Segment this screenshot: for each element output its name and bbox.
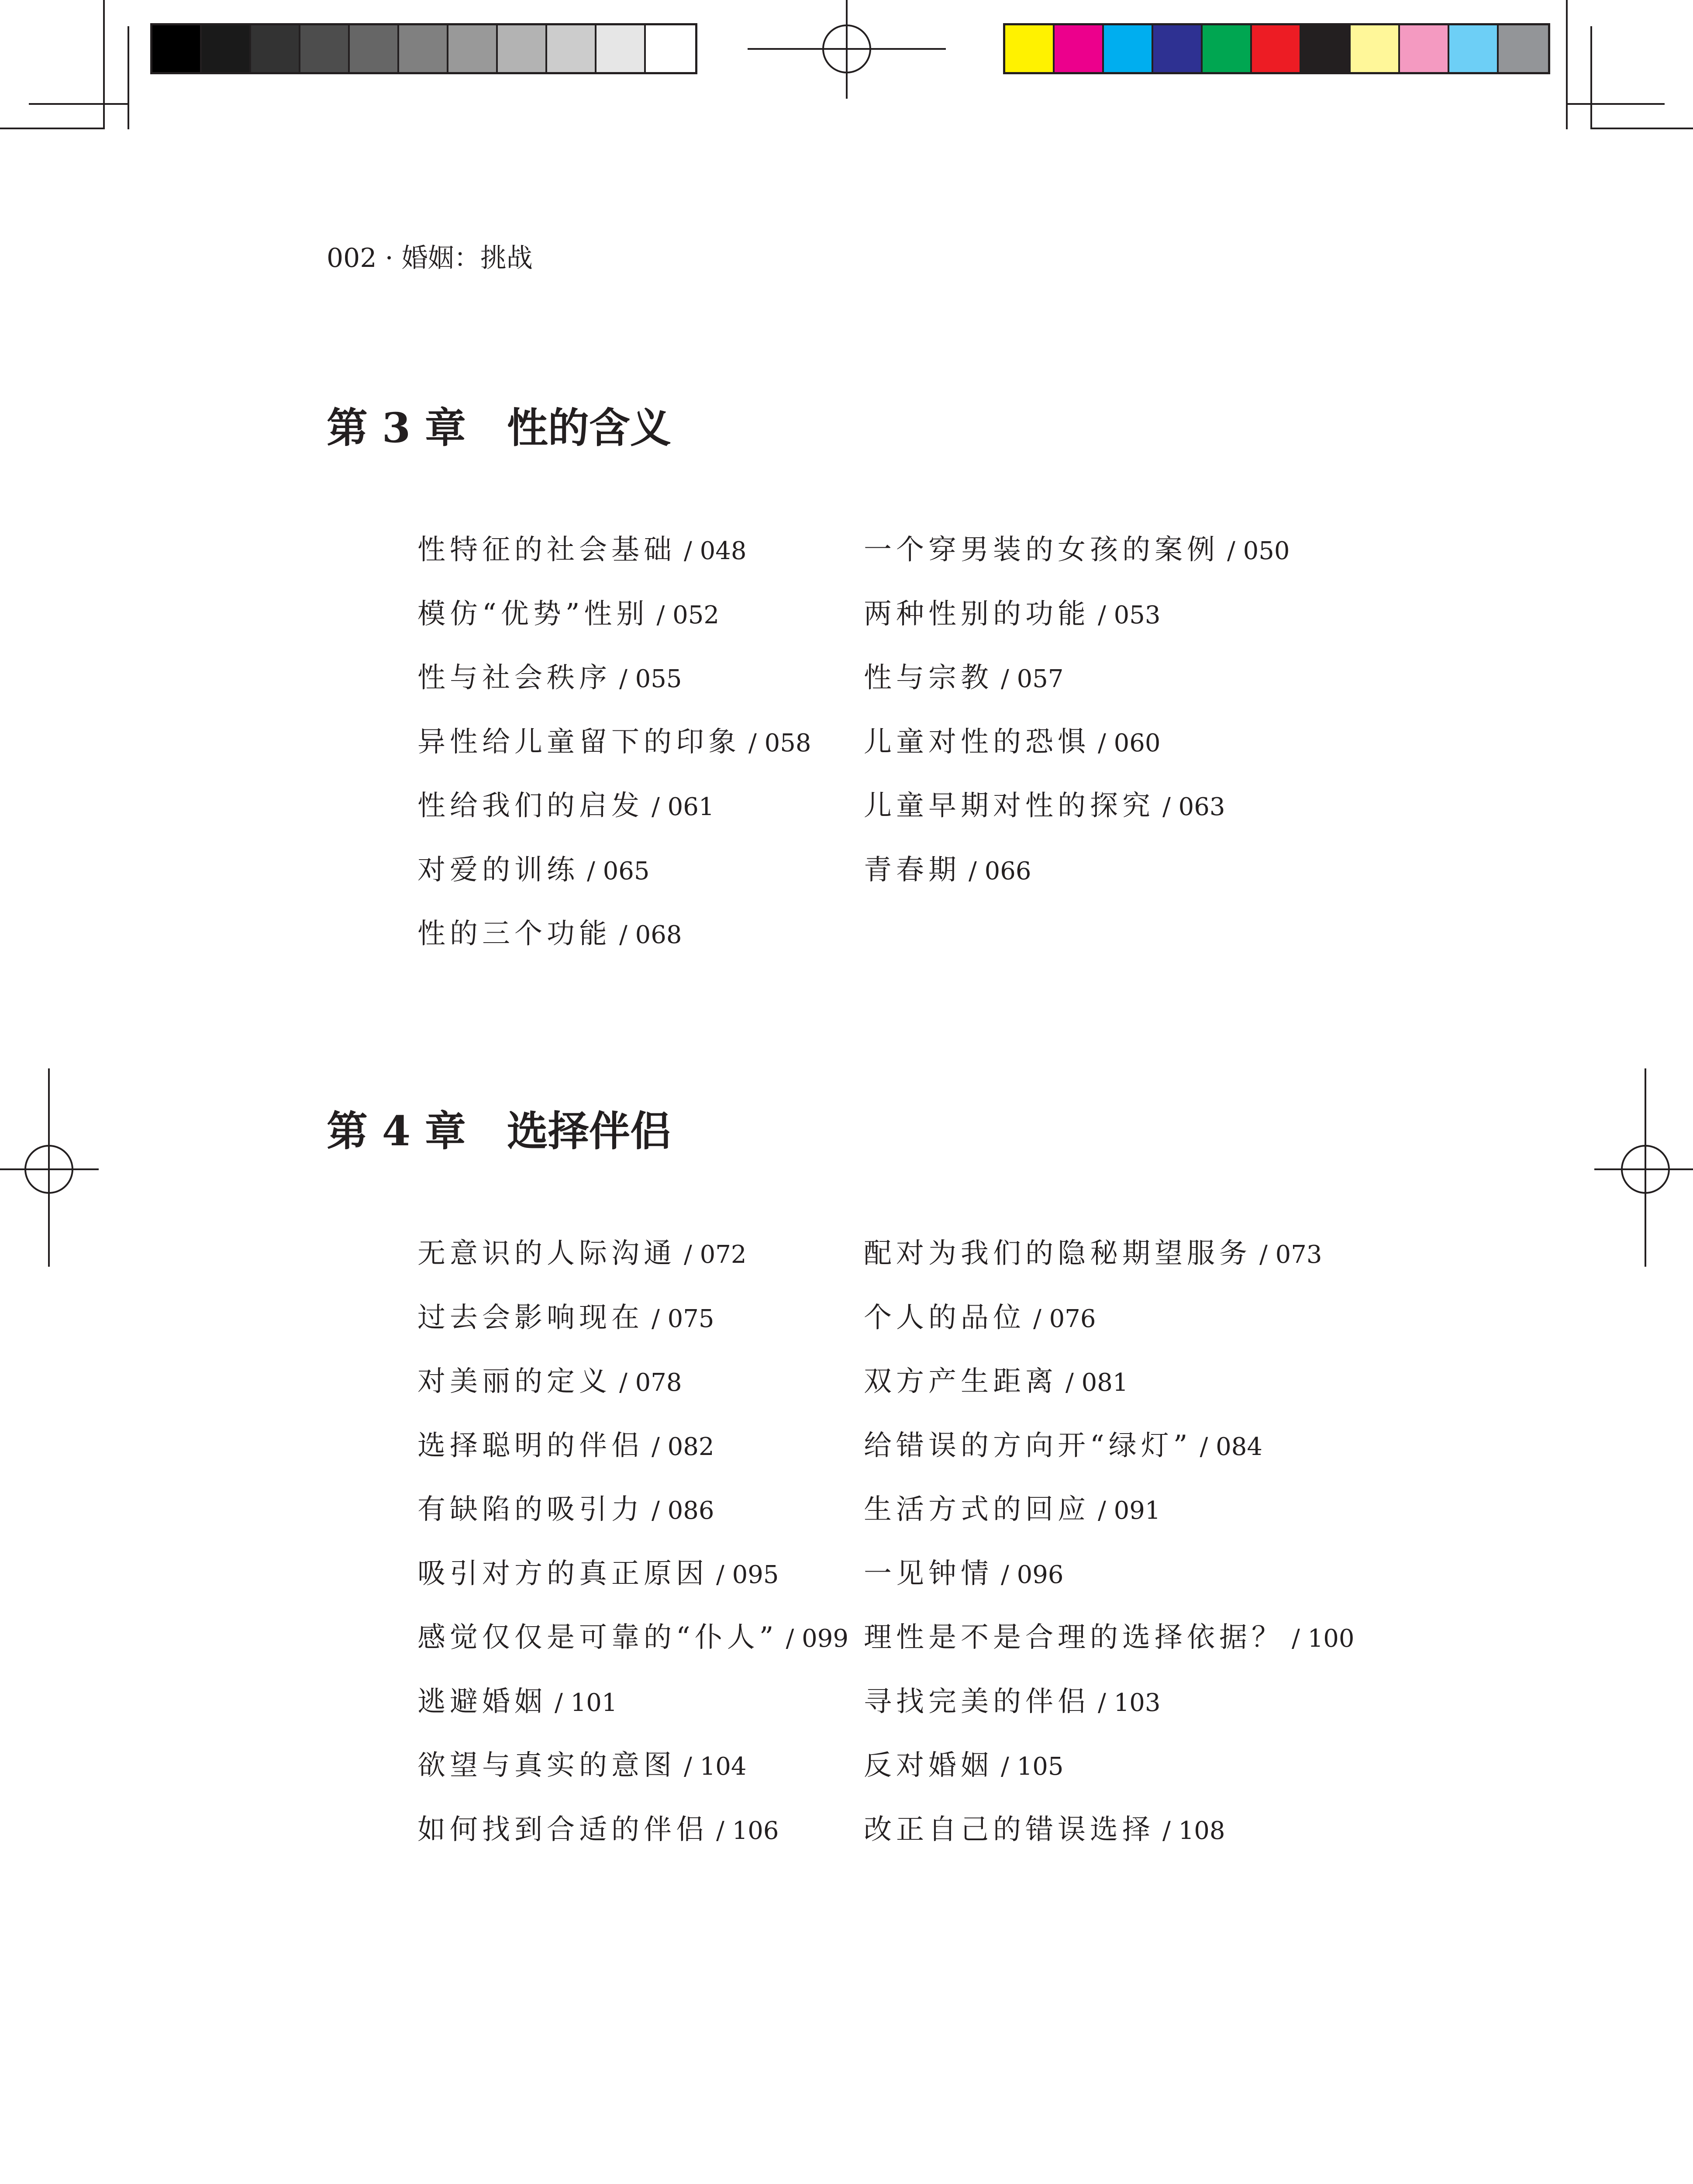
toc-entry-title: 一见钟情 [864,1557,993,1590]
registration-mark-circle [822,24,871,73]
toc-entry [417,652,864,716]
toc-entry [417,1227,864,1292]
toc-entry-title: 异性给儿童留下的印象 [417,726,741,758]
color-swatch [202,25,251,72]
color-swatch [597,25,646,72]
toc-entry-page: / 073 [1259,1241,1322,1269]
toc-entry-title: 无意识的人际沟通 [417,1237,676,1270]
toc-entry-title: 给错误的方向开“绿灯” [864,1429,1192,1462]
toc-entry [864,844,1344,908]
color-swatch [152,25,202,72]
toc-entry-title: 如何找到合适的伴侣 [417,1813,708,1846]
toc-entry [864,524,1344,588]
toc-entry-page: / 063 [1162,793,1225,821]
color-swatch [1252,25,1301,72]
toc-entry-title: 模仿“优势”性别 [417,598,649,630]
toc-entry-title: 性的三个功能 [417,918,611,950]
toc-entry [417,1483,864,1548]
toc-entry-title: 一个穿男装的女孩的案例 [864,534,1219,566]
chapter-4-entry-list [417,1227,1378,1867]
toc-entry [417,1292,864,1356]
toc-entry-page: / 101 [555,1688,617,1717]
toc-entry-page: / 065 [587,857,650,885]
color-swatch [1203,25,1252,72]
toc-entry [417,1676,864,1740]
toc-entry-title: 两种性别的功能 [864,598,1090,630]
toc-entry [864,1611,1355,1676]
toc-entry-title: 选择聪明的伴侣 [417,1429,644,1462]
toc-entry-title: 性与社会秩序 [417,662,611,694]
color-swatch [1400,25,1449,72]
crop-mark-line [1566,0,1568,129]
chapter-4-title: 第 4 章 选择伴侣 [327,1107,671,1155]
toc-entry [417,844,864,908]
toc-entry-page: / 104 [684,1752,747,1781]
toc-entry [864,588,1344,652]
toc-entry-title: 性给我们的启发 [417,790,644,822]
toc-entry-title: 对美丽的定义 [417,1365,611,1398]
crop-mark-line [1590,26,1592,129]
toc-entry-page: / 072 [684,1241,747,1269]
toc-entry [417,908,864,972]
toc-entry-title: 吸引对方的真正原因 [417,1557,708,1590]
running-head: 002 · 婚姻：挑战 [327,243,533,273]
crop-mark-line [103,0,105,129]
toc-entry-page: / 052 [656,601,719,629]
toc-entry-title: 个人的品位 [864,1301,1025,1334]
toc-entry-page: / 082 [652,1432,714,1461]
toc-entry-title: 感觉仅仅是可靠的“仆人” [417,1621,778,1654]
color-swatch [1449,25,1499,72]
color-swatch [1104,25,1153,72]
toc-entry-page: / 058 [748,729,811,757]
toc-entry-title: 双方产生距离 [864,1365,1058,1398]
toc-entry-page: / 066 [969,857,1031,885]
toc-entry-page: / 106 [716,1816,779,1845]
toc-entry [864,1292,1344,1356]
toc-entry-page: / 091 [1098,1496,1161,1525]
toc-entry [864,1420,1344,1484]
color-swatch [399,25,448,72]
toc-entry [864,1804,1344,1868]
toc-entry [864,1355,1344,1420]
toc-entry-title: 反对婚姻 [864,1749,993,1782]
toc-entry-title: 性与宗教 [864,662,993,694]
color-swatch [251,25,300,72]
color-swatch [300,25,350,72]
toc-entry [417,588,864,652]
toc-entry-page: / 053 [1098,601,1161,629]
crop-mark-line [1590,128,1693,129]
color-swatch [1499,25,1548,72]
toc-entry-page: / 105 [1001,1752,1064,1781]
toc-entry-page: / 100 [1292,1624,1355,1653]
toc-entry-title: 配对为我们的隐秘期望服务 [864,1237,1252,1270]
crop-mark-line [1566,103,1665,105]
toc-entry-page: / 084 [1200,1432,1262,1461]
toc-entry-title: 逃避婚姻 [417,1685,547,1718]
toc-entry-page: / 078 [619,1368,682,1397]
toc-entry-page: / 099 [786,1624,848,1653]
toc-entry-page: / 068 [619,921,682,949]
color-swatch [350,25,399,72]
toc-entry-title: 青春期 [864,854,961,886]
toc-entry-title: 欲望与真实的意图 [417,1749,676,1782]
toc-entry-title: 儿童对性的恐惧 [864,726,1090,758]
toc-entry-page: / 060 [1098,729,1161,757]
toc-entry-title: 理性是不是合理的选择依据？ [864,1621,1284,1654]
toc-entry [864,652,1344,716]
toc-entry [864,780,1344,844]
color-swatch [1301,25,1351,72]
toc-entry [417,1355,864,1420]
toc-entry [864,1739,1344,1804]
chapter-3-title: 第 3 章 性的含义 [327,404,671,452]
crop-mark-line [29,103,128,105]
registration-mark-circle [24,1145,73,1194]
toc-entry [417,1548,864,1612]
color-swatch [448,25,498,72]
toc-entry-page: / 103 [1098,1688,1161,1717]
toc-entry [417,1804,864,1868]
color-swatch [646,25,695,72]
toc-entry-page: / 081 [1065,1368,1128,1397]
color-swatch [1005,25,1055,72]
toc-entry-title: 对爱的训练 [417,854,579,886]
toc-entry-page: / 061 [652,793,714,821]
process-color-bar [1003,23,1550,74]
toc-entry-title: 过去会影响现在 [417,1301,644,1334]
color-swatch [498,25,547,72]
toc-entry-page: / 050 [1227,537,1290,565]
toc-entry [864,716,1344,780]
toc-entry-page: / 095 [716,1560,779,1589]
toc-entry [417,1739,864,1804]
toc-entry [417,780,864,844]
toc-entry-title: 有缺陷的吸引力 [417,1493,644,1526]
toc-entry-page: / 048 [684,537,747,565]
registration-mark-circle [1621,1145,1670,1194]
chapter-3-entry-list [417,524,1378,972]
toc-entry [864,1483,1344,1548]
color-swatch [1351,25,1400,72]
toc-entry-page: / 086 [652,1496,714,1525]
toc-entry [417,716,864,780]
color-swatch [547,25,597,72]
toc-entry-title: 性特征的社会基础 [417,534,676,566]
toc-entry-title: 儿童早期对性的探究 [864,790,1155,822]
toc-entry [417,1420,864,1484]
toc-entry-page: / 075 [652,1304,714,1333]
toc-entry-page: / 108 [1162,1816,1225,1845]
toc-entry-page: / 096 [1001,1560,1064,1589]
toc-entry [417,1611,864,1676]
grayscale-color-bar [150,23,697,74]
toc-entry [864,1548,1344,1612]
crop-mark-line [128,26,129,129]
toc-entry-title: 寻找完美的伴侣 [864,1685,1090,1718]
toc-entry-page: / 057 [1001,665,1064,693]
toc-entry [864,1227,1344,1292]
crop-mark-line [0,128,103,129]
toc-entry-page: / 076 [1033,1304,1096,1333]
toc-entry-title: 改正自己的错误选择 [864,1813,1155,1846]
color-swatch [1055,25,1104,72]
toc-entry-page: / 055 [619,665,682,693]
toc-entry [864,1676,1344,1740]
color-swatch [1153,25,1203,72]
toc-entry [417,524,864,588]
toc-entry-title: 生活方式的回应 [864,1493,1090,1526]
